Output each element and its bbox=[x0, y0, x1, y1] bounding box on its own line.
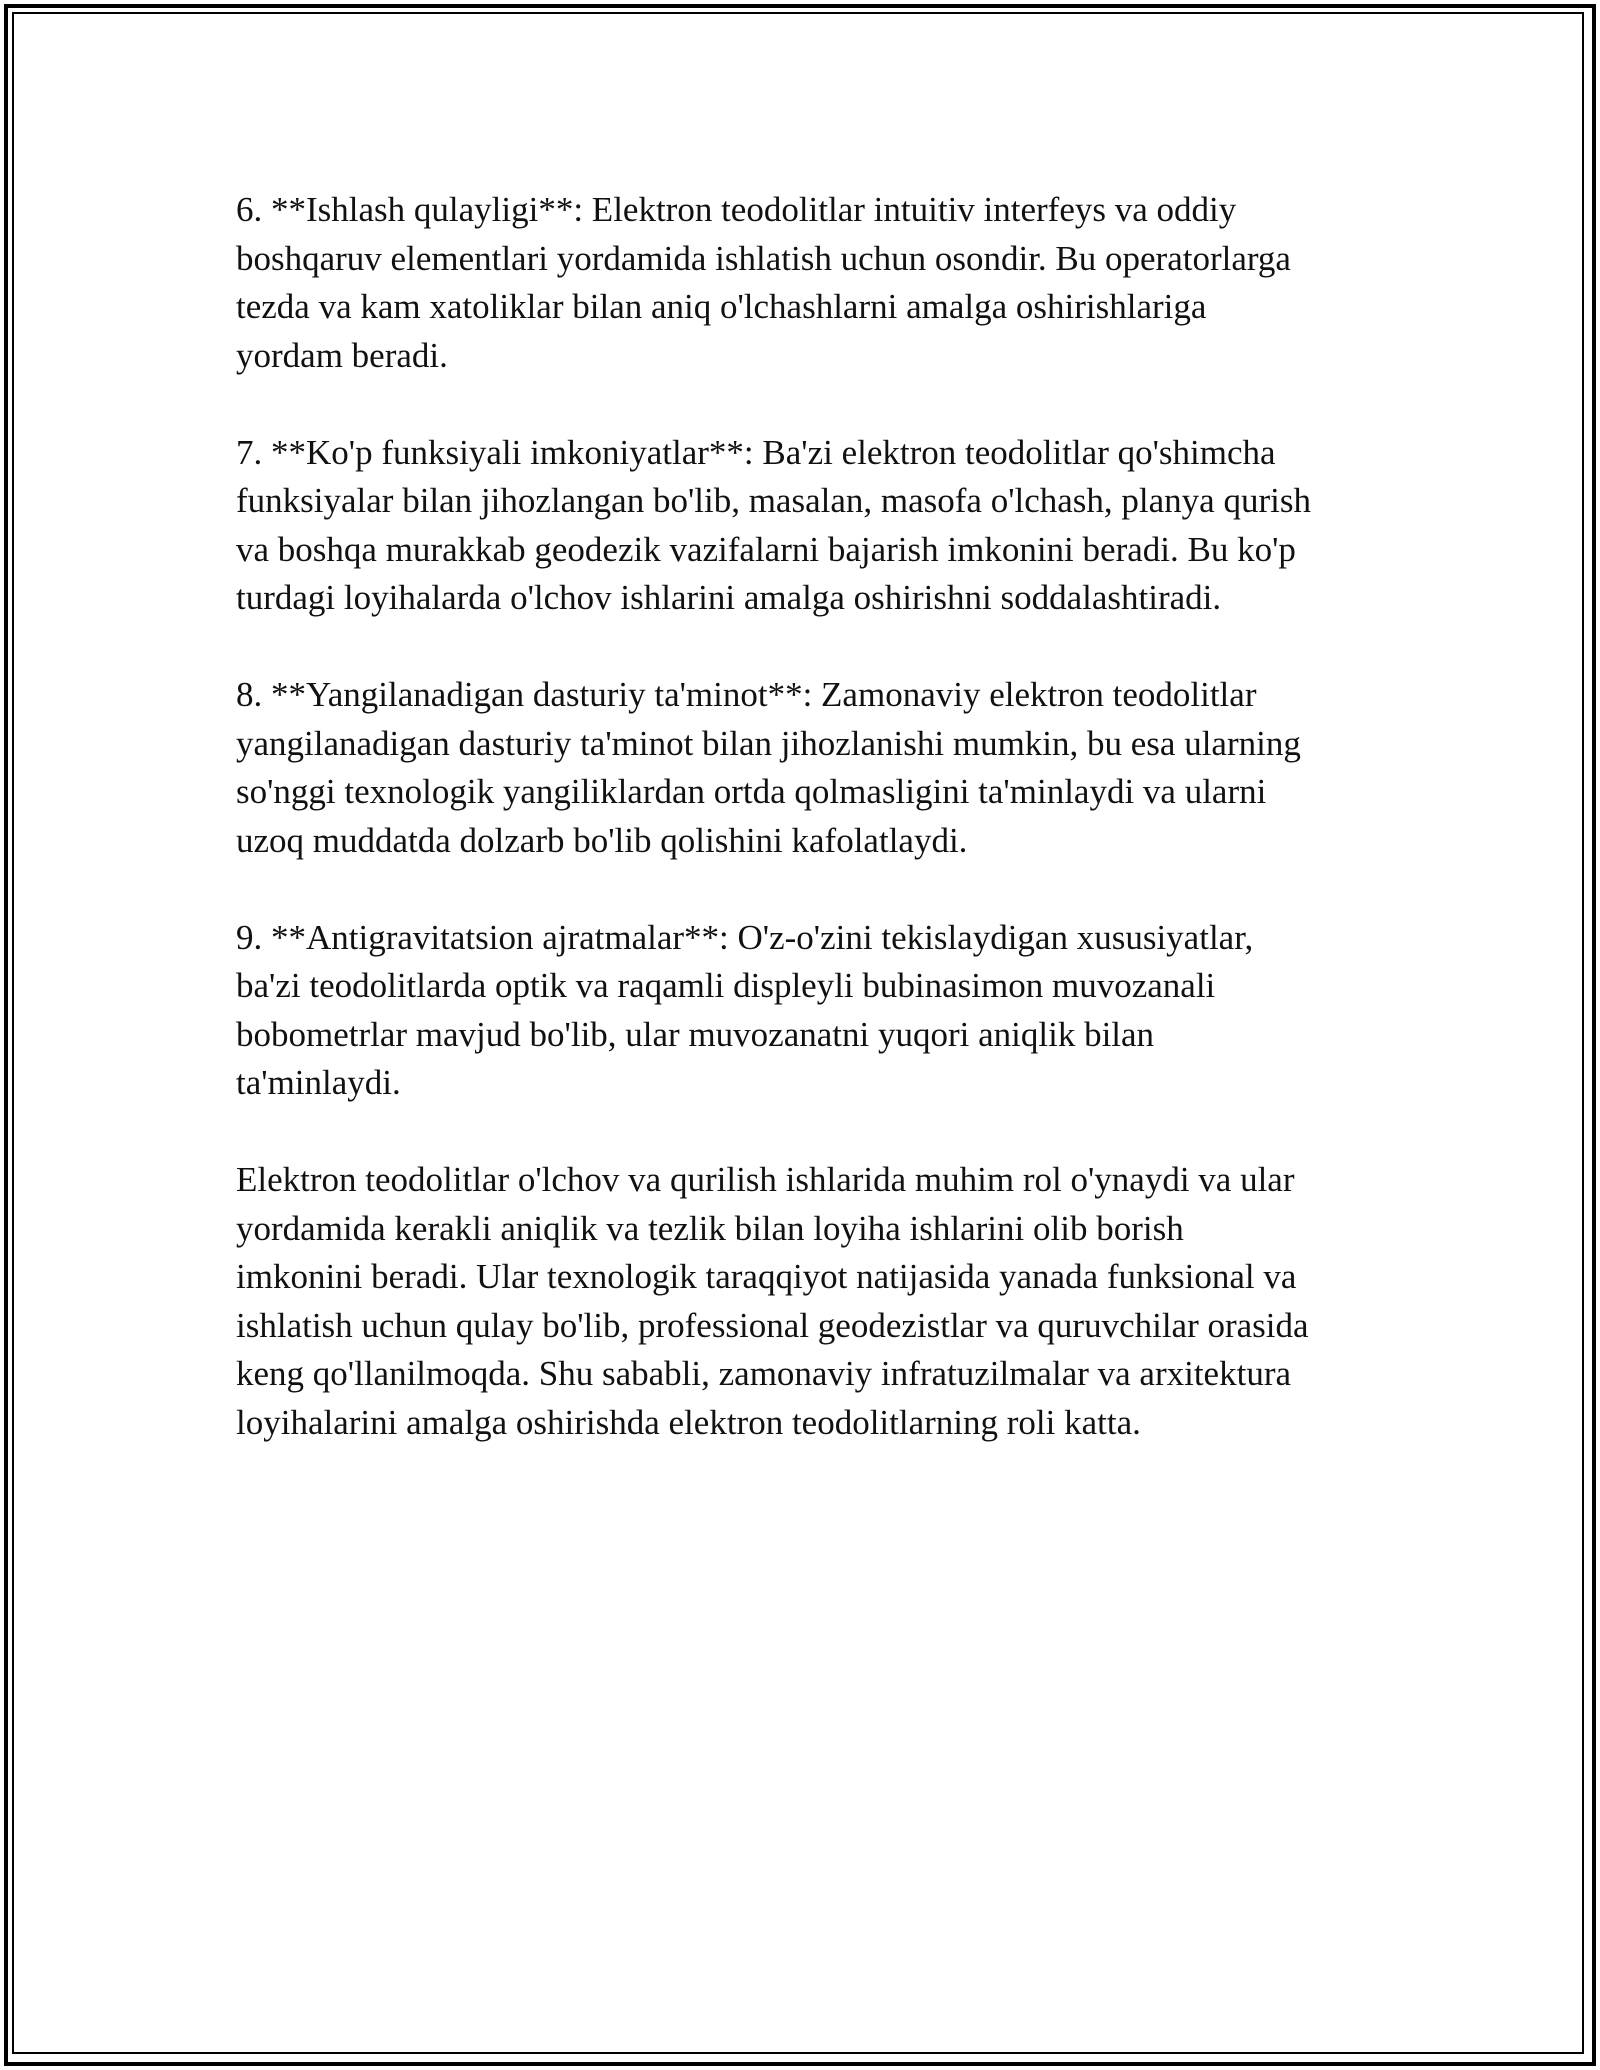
paragraph-item-9: 9. **Antigravitatsion ajratmalar**: O'z-o'zini tekislaydigan xususiyatlar, ba'zi teodolitlarda optik va raqamli displeyli bubinasimon muvozanali bobometrlar mavjud bo'lib, ular muvozanatni yuqori aniqlik bilan ta'minlaydi. bbox=[236, 917, 1254, 1102]
paragraph-item-6: 6. **Ishlash qulayligi**: Elektron teodolitlar intuitiv interfeys va oddiy boshqaruv elementlari yordamida ishlatish uchun osondir. Bu operatorlarga tezda va kam xatoliklar bilan aniq o'lchashlarni amalga oshirishlariga yordam beradi. bbox=[236, 190, 1291, 375]
paragraph-item-8: 8. **Yangilanadigan dasturiy ta'minot**: Zamonaviy elektron teodolitlar yangilanadigan dasturiy ta'minot bilan jihozlanishi mumkin, bu esa ularning so'nggi texnologik yangiliklardan ortda qolmasligini ta'minlaydi va ularni uzoq muddatda dolzarb bo'lib qolishini kafolatlaydi. bbox=[236, 675, 1301, 860]
paragraph-conclusion: Elektron teodolitlar o'lchov va qurilish ishlarida muhim rol o'ynaydi va ular yordamida kerakli aniqlik va tezlik bilan loyiha ishlarini olib borish imkonini beradi. Ular texnologik taraqqiyot natijasida yanada funksional va ishlatish uchun qulay bo'lib, professional geodezistlar va quruvchilar orasida keng qo'llanilmoqda. Shu sababli, zamonaviy infratuzilmalar va arxitektura loyihalarini amalga oshirishda elektron teodolitlarning roli katta. bbox=[236, 1160, 1309, 1442]
document-body bbox=[236, 186, 1376, 1496]
paragraph-item-7: 7. **Ko'p funksiyali imkoniyatlar**: Ba'zi elektron teodolitlar qo'shimcha funksiyalar bilan jihozlangan bo'lib, masalan, masofa o'lchash, planya qurish va boshqa murakkab geodezik vazifalarni bajarish imkonini beradi. Bu ko'p turdagi loyihalarda o'lchov ishlarini amalga oshirishni soddalashtiradi. bbox=[236, 432, 1311, 617]
